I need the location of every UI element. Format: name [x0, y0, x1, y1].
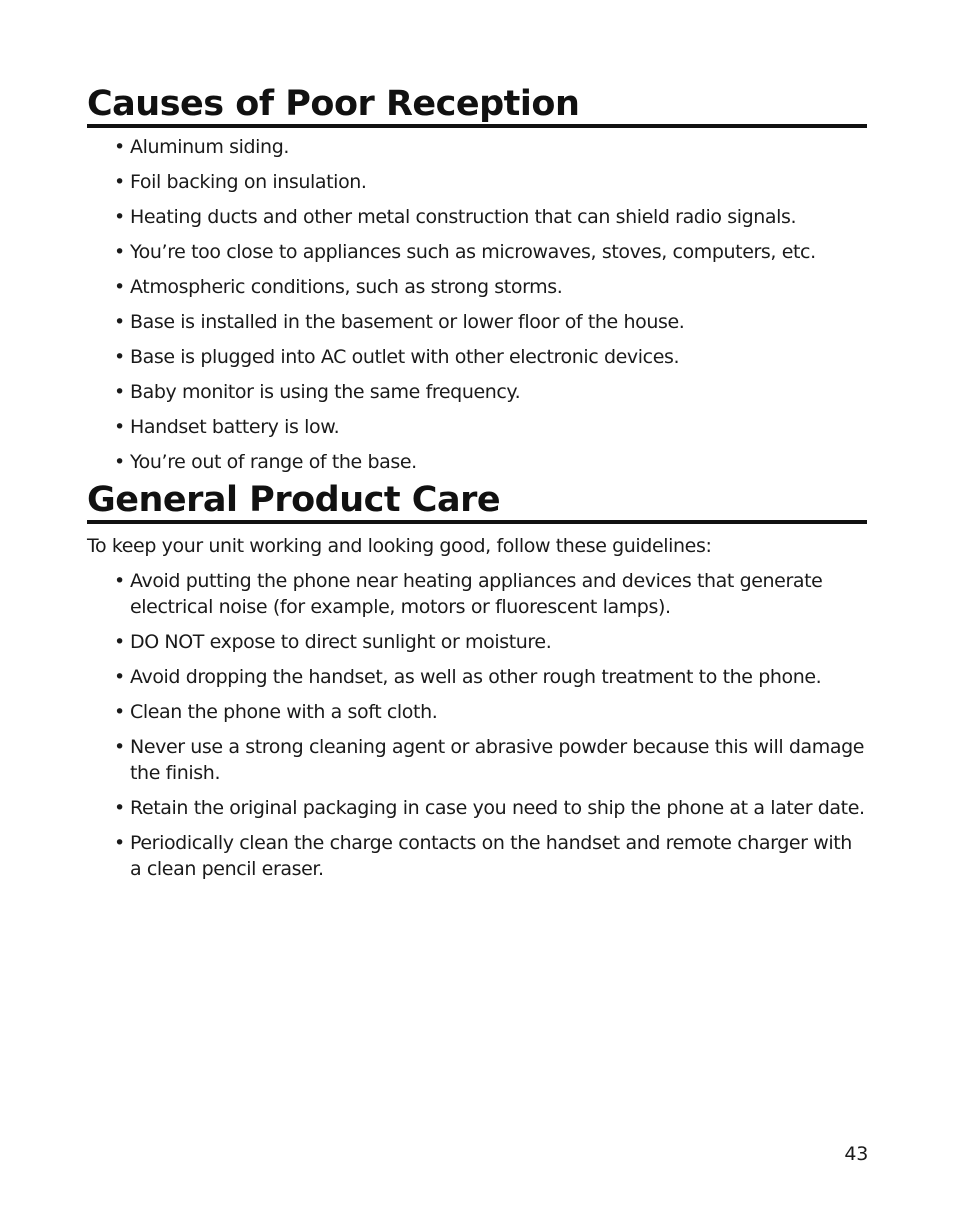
list-item-text: Avoid putting the phone near heating appliances and devices that generate electrical noise (for example, motors or fluorescent lamps). [130, 570, 823, 618]
list-item [114, 169, 867, 195]
list-item-text: You’re too close to appliances such as microwaves, stoves, computers, etc. [130, 241, 816, 263]
list-item [114, 568, 867, 620]
list-item [114, 239, 867, 265]
list-item [114, 309, 867, 335]
list-item-text: Foil backing on insulation. [130, 171, 367, 193]
list-item [114, 134, 867, 160]
bullet-icon: • [114, 171, 125, 193]
list-item-text: Avoid dropping the handset, as well as other rough treatment to the phone. [130, 666, 822, 688]
bullet-icon: • [114, 346, 125, 368]
bullet-icon: • [114, 701, 125, 723]
list-item [114, 699, 867, 725]
list-item-text: Baby monitor is using the same frequency. [130, 381, 521, 403]
list-item [114, 629, 867, 655]
section-heading: Causes of Poor Reception [87, 84, 867, 128]
bullet-icon: • [114, 451, 125, 473]
bullet-icon: • [114, 381, 125, 403]
list-item-text: DO NOT expose to direct sunlight or moisture. [130, 631, 552, 653]
list-item-text: You’re out of range of the base. [130, 451, 417, 473]
list-item [114, 664, 867, 690]
list-item-text: Clean the phone with a soft cloth. [130, 701, 438, 723]
list-item [114, 204, 867, 230]
list-item-text: Never use a strong cleaning agent or abrasive powder because this will damage the finish. [130, 736, 865, 784]
list-item [114, 344, 867, 370]
section-general-product-care [87, 480, 867, 891]
list-item [114, 274, 867, 300]
list-item [114, 449, 867, 475]
list-item [114, 734, 867, 786]
list-item-text: Atmospheric conditions, such as strong storms. [130, 276, 563, 298]
bullet-icon: • [114, 241, 125, 263]
list-item [114, 414, 867, 440]
bullet-icon: • [114, 136, 125, 158]
bullet-icon: • [114, 206, 125, 228]
list-item [114, 795, 867, 821]
list-item-text: Aluminum siding. [130, 136, 289, 158]
intro-text: To keep your unit working and looking good, follow these guidelines: [87, 535, 712, 557]
bullet-icon: • [114, 736, 125, 758]
list-item [114, 830, 867, 882]
bullet-icon: • [114, 797, 125, 819]
bullet-icon: • [114, 631, 125, 653]
bullet-icon: • [114, 311, 125, 333]
section-heading: General Product Care [87, 480, 867, 524]
list-item [114, 379, 867, 405]
list-item-text: Retain the original packaging in case you need to ship the phone at a later date. [130, 797, 865, 819]
list-item-text: Base is installed in the basement or lower floor of the house. [130, 311, 685, 333]
bullet-icon: • [114, 416, 125, 438]
bullet-list [87, 134, 867, 475]
section-causes-of-poor-reception [87, 84, 867, 484]
list-item-text: Handset battery is low. [130, 416, 340, 438]
bullet-icon: • [114, 666, 125, 688]
page-number: 43 [844, 1143, 868, 1165]
bullet-list [87, 568, 867, 882]
list-item-text: Heating ducts and other metal construction that can shield radio signals. [130, 206, 797, 228]
list-item-text: Base is plugged into AC outlet with other electronic devices. [130, 346, 680, 368]
bullet-icon: • [114, 832, 125, 854]
bullet-icon: • [114, 570, 125, 592]
list-item-text: Periodically clean the charge contacts on the handset and remote charger with a clean pencil eraser. [130, 832, 852, 880]
bullet-icon: • [114, 276, 125, 298]
